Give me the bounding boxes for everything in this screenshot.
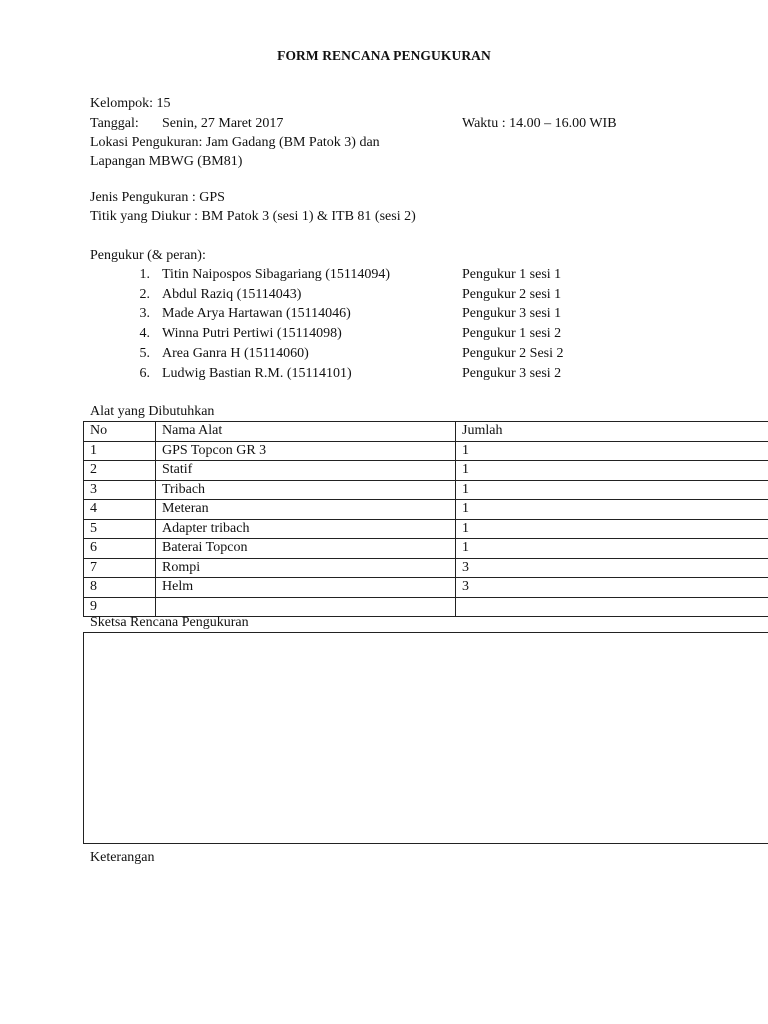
cell-jumlah: 1 xyxy=(456,539,768,559)
column-header-nama-alat: Nama Alat xyxy=(156,422,456,442)
tanggal-label: Tanggal: xyxy=(90,116,139,131)
form-title: FORM RENCANA PENGUKURAN xyxy=(277,48,491,63)
keterangan-heading: Keterangan xyxy=(90,850,155,865)
cell-jumlah: 1 xyxy=(456,500,768,520)
cell-jumlah: 1 xyxy=(456,461,768,481)
cell-nama-alat: Baterai Topcon xyxy=(156,539,456,559)
sketsa-heading: Sketsa Rencana Pengukuran xyxy=(90,615,249,630)
table-row xyxy=(84,480,768,500)
member-name: Abdul Raziq (15114043) xyxy=(162,287,302,302)
member-role: Pengukur 3 sesi 2 xyxy=(462,366,562,381)
cell-nama-alat: GPS Topcon GR 3 xyxy=(156,441,456,461)
cell-no: 4 xyxy=(84,500,156,520)
table-row xyxy=(84,519,768,539)
cell-no: 9 xyxy=(84,597,156,617)
member-role: Pengukur 1 sesi 2 xyxy=(462,326,562,341)
member-number: 5. xyxy=(139,346,150,361)
table-row xyxy=(84,539,768,559)
sketsa-box xyxy=(83,632,768,844)
cell-no: 2 xyxy=(84,461,156,481)
cell-jumlah: 3 xyxy=(456,578,768,598)
table-row xyxy=(84,461,768,481)
member-number: 3. xyxy=(139,306,150,321)
member-number: 4. xyxy=(139,326,150,341)
member-role: Pengukur 2 Sesi 2 xyxy=(462,346,564,361)
lokasi-line-1: Lokasi Pengukuran: Jam Gadang (BM Patok 3) dan xyxy=(90,135,380,150)
member-role: Pengukur 1 sesi 1 xyxy=(462,267,562,282)
pengukur-heading: Pengukur (& peran): xyxy=(90,248,206,263)
cell-nama-alat: Meteran xyxy=(156,500,456,520)
member-name: Made Arya Hartawan (15114046) xyxy=(162,306,351,321)
table-row xyxy=(84,500,768,520)
jenis-pengukuran-line: Jenis Pengukuran : GPS xyxy=(90,190,225,205)
member-name: Titin Naipospos Sibagariang (15114094) xyxy=(162,267,391,282)
cell-no: 6 xyxy=(84,539,156,559)
member-name: Ludwig Bastian R.M. (15114101) xyxy=(162,366,352,381)
cell-jumlah xyxy=(456,597,768,617)
cell-jumlah: 1 xyxy=(456,519,768,539)
member-number: 1. xyxy=(139,267,150,282)
member-name: Winna Putri Pertiwi (15114098) xyxy=(162,326,342,341)
kelompok-line: Kelompok: 15 xyxy=(90,96,171,111)
table-row xyxy=(84,441,768,461)
column-header-no: No xyxy=(84,422,156,442)
cell-nama-alat: Adapter tribach xyxy=(156,519,456,539)
cell-nama-alat: Helm xyxy=(156,578,456,598)
member-name: Area Ganra H (15114060) xyxy=(162,346,309,361)
cell-no: 1 xyxy=(84,441,156,461)
cell-jumlah: 3 xyxy=(456,558,768,578)
cell-nama-alat: Statif xyxy=(156,461,456,481)
alat-heading: Alat yang Dibutuhkan xyxy=(90,404,215,419)
cell-no: 8 xyxy=(84,578,156,598)
member-number: 2. xyxy=(139,287,150,302)
lokasi-line-2: Lapangan MBWG (BM81) xyxy=(90,154,243,169)
titik-diukur-line: Titik yang Diukur : BM Patok 3 (sesi 1) & ITB 81 (sesi 2) xyxy=(90,209,416,224)
cell-jumlah: 1 xyxy=(456,441,768,461)
cell-no: 3 xyxy=(84,480,156,500)
member-number: 6. xyxy=(139,366,150,381)
table-row xyxy=(84,558,768,578)
cell-no: 5 xyxy=(84,519,156,539)
tanggal-value: Senin, 27 Maret 2017 xyxy=(162,116,284,131)
table-row xyxy=(84,578,768,598)
member-role: Pengukur 2 sesi 1 xyxy=(462,287,562,302)
table-header-row xyxy=(84,422,768,442)
member-role: Pengukur 3 sesi 1 xyxy=(462,306,562,321)
alat-table xyxy=(83,421,768,617)
cell-jumlah: 1 xyxy=(456,480,768,500)
column-header-jumlah: Jumlah xyxy=(456,422,768,442)
cell-nama-alat: Tribach xyxy=(156,480,456,500)
waktu-line: Waktu : 14.00 – 16.00 WIB xyxy=(462,116,617,131)
cell-no: 7 xyxy=(84,558,156,578)
cell-nama-alat: Rompi xyxy=(156,558,456,578)
